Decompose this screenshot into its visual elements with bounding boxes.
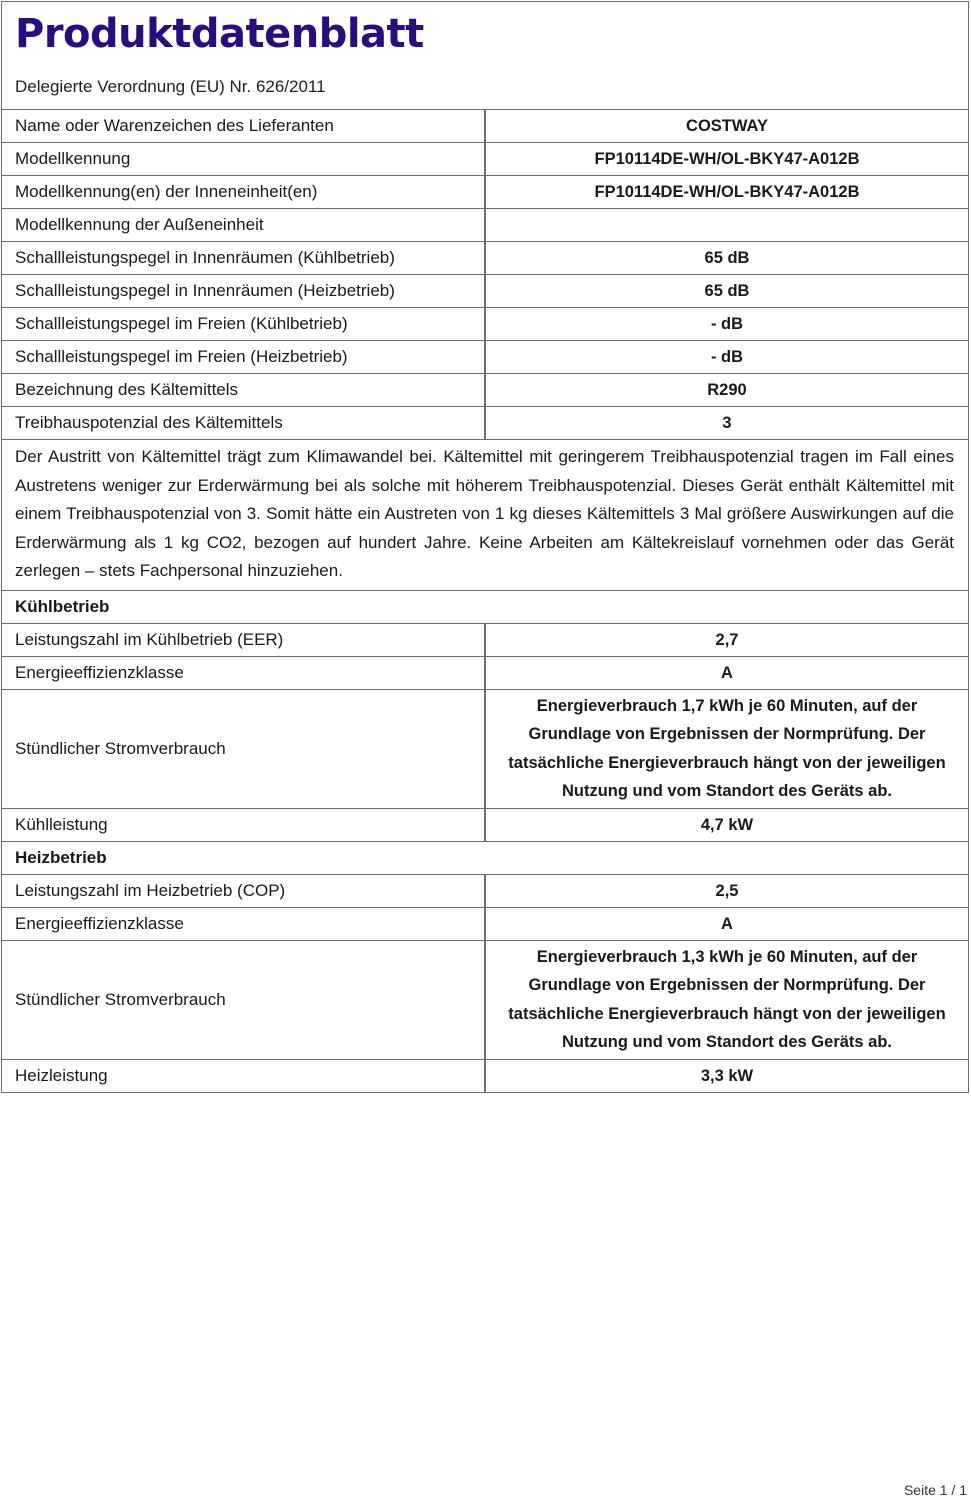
row-value: - dB <box>710 348 744 366</box>
refrigerant-notice: Der Austritt von Kältemittel trägt zum Klimawandel bei. Kältemittel mit geringerem Treibhauspotenzial tragen im Fall eines Austretens weniger zur Erderwärmung bei als solche mit höherem Treibhauspotenzial. Dieses Gerät enthält Kältemittel mit einem Treibhauspotenzial von 3. Somit hätte ein Austreten von 1 kg dieses Kältemittels 3 Mal größere Auswirkungen auf die Erderwärmung als 1 kg CO2, bezogen auf hundert Jahre. Keine Arbeiten am Kältekreislauf vornehmen oder das Gerät zerlegen – stets Fachpersonal hinzuziehen. <box>2 440 968 591</box>
row-value: 3,3 kW <box>700 1066 754 1085</box>
row-label: Energieeffizienzklasse <box>2 657 486 689</box>
row-value: 2,7 <box>715 630 739 649</box>
row-value <box>486 209 968 241</box>
table-row-outdoor-noise-heating <box>2 341 968 374</box>
row-value: A <box>721 663 733 682</box>
row-value: Energieverbrauch 1,3 kWh je 60 Minuten, auf der Grundlage von Ergebnissen der Normprüfung. Der tatsächliche Energieverbrauch hängt von der jeweiligen Nutzung und vom Standort des Geräts ab. <box>508 947 946 1051</box>
row-value: R290 <box>707 381 747 399</box>
table-row-model-id <box>2 143 968 176</box>
row-label: Leistungszahl im Kühlbetrieb (EER) <box>2 624 486 656</box>
row-label: Energieeffizienzklasse <box>2 908 486 940</box>
row-label: Schallleistungspegel in Innenräumen (Heizbetrieb) <box>2 275 486 307</box>
table-row-indoor-noise-cooling <box>2 242 968 275</box>
row-value: 4,7 kW <box>700 815 754 834</box>
row-label: Stündlicher Stromverbrauch <box>2 690 486 808</box>
table-row-heating-efficiency-class <box>2 908 968 941</box>
table-row-indoor-noise-heating <box>2 275 968 308</box>
row-label: Kühlleistung <box>2 809 486 841</box>
section-heading-cooling: Kühlbetrieb <box>2 591 968 624</box>
table-row-indoor-model-id <box>2 176 968 209</box>
row-value: Energieverbrauch 1,7 kWh je 60 Minuten, auf der Grundlage von Ergebnissen der Normprüfung. Der tatsächliche Energieverbrauch hängt von der jeweiligen Nutzung und vom Standort des Geräts ab. <box>508 696 946 800</box>
table-row-heating-hourly-consumption <box>2 941 968 1060</box>
table-row-cooling-efficiency-class <box>2 657 968 690</box>
row-value: - dB <box>710 315 744 333</box>
row-label: Heizleistung <box>2 1060 486 1092</box>
table-row-cooling-capacity <box>2 809 968 842</box>
row-value: 2,5 <box>715 881 739 900</box>
row-value: 65 dB <box>704 249 750 267</box>
row-label: Schallleistungspegel in Innenräumen (Kühlbetrieb) <box>2 242 486 274</box>
row-value: 3 <box>722 414 732 432</box>
table-row-outdoor-noise-cooling <box>2 308 968 341</box>
row-label: Schallleistungspegel im Freien (Heizbetrieb) <box>2 341 486 373</box>
regulation-reference: Delegierte Verordnung (EU) Nr. 626/2011 <box>15 77 326 96</box>
row-label: Leistungszahl im Heizbetrieb (COP) <box>2 875 486 907</box>
row-label: Name oder Warenzeichen des Lieferanten <box>2 110 486 142</box>
row-label: Bezeichnung des Kältemittels <box>2 374 486 406</box>
row-label: Stündlicher Stromverbrauch <box>2 941 486 1059</box>
section-heading-heating: Heizbetrieb <box>2 842 968 875</box>
document-header <box>2 2 968 110</box>
row-value: FP10114DE-WH/OL-BKY47-A012B <box>594 150 860 168</box>
table-row-gwp <box>2 407 968 440</box>
row-label: Modellkennung der Außeneinheit <box>2 209 486 241</box>
row-label: Schallleistungspegel im Freien (Kühlbetrieb) <box>2 308 486 340</box>
table-row-refrigerant <box>2 374 968 407</box>
row-value: FP10114DE-WH/OL-BKY47-A012B <box>594 183 860 201</box>
page-number: Seite 1 / 1 <box>903 1482 967 1498</box>
row-label: Modellkennung <box>2 143 486 175</box>
row-value: 65 dB <box>704 282 750 300</box>
row-value: COSTWAY <box>686 117 768 135</box>
product-data-sheet <box>1 1 969 1093</box>
table-row-eer <box>2 624 968 657</box>
row-label: Modellkennung(en) der Inneneinheit(en) <box>2 176 486 208</box>
row-value: A <box>721 914 733 933</box>
table-row-supplier <box>2 110 968 143</box>
table-row-outdoor-model-id <box>2 209 968 242</box>
document-title: Produktdatenblatt <box>15 11 424 57</box>
table-row-cop <box>2 875 968 908</box>
table-row-heating-capacity <box>2 1060 968 1093</box>
row-label: Treibhauspotenzial des Kältemittels <box>2 407 486 439</box>
table-row-cooling-hourly-consumption <box>2 690 968 809</box>
